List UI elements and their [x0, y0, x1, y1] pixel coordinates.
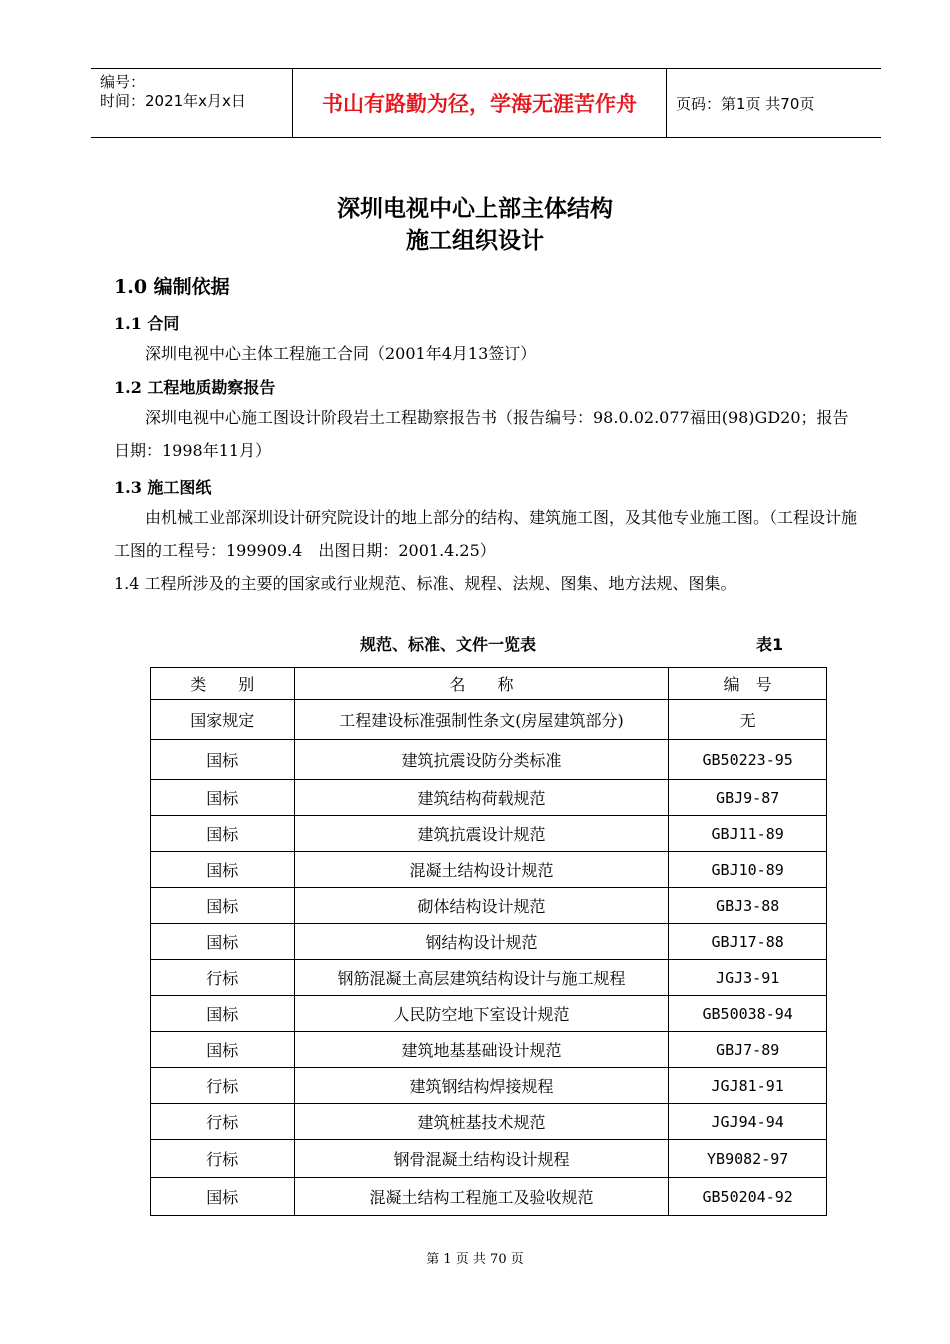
- section-1-2-text: 深圳电视中心施工图设计阶段岩土工程勘察报告书（报告编号：98.0.02.077福田(98)GD20；报告日期：1998年11月）: [114, 408, 849, 460]
- table-row: [151, 960, 827, 996]
- cell-code: 无: [669, 700, 827, 740]
- cell-code: GBJ3-88: [669, 888, 827, 924]
- table-row: [151, 852, 827, 888]
- cell-name: 建筑结构荷载规范: [294, 780, 669, 816]
- cell-name: 建筑钢结构焊接规程: [294, 1068, 669, 1104]
- cell-category: 国标: [151, 996, 295, 1032]
- cell-code: GB50223-95: [669, 740, 827, 780]
- table-row: [151, 740, 827, 780]
- table-row: [151, 1068, 827, 1104]
- table-caption: 规范、标准、文件一览表: [360, 635, 537, 654]
- cell-category: 行标: [151, 1104, 295, 1140]
- section-1-2: 1.2 工程地质勘察报告: [114, 378, 276, 397]
- cell-category: 行标: [151, 1068, 295, 1104]
- table-row: [151, 700, 827, 740]
- doc-title-line2: 施工组织设计: [406, 228, 544, 254]
- section-1-1: 1.1 合同: [114, 314, 180, 333]
- cell-name: 建筑桩基技术规范: [294, 1104, 669, 1140]
- section-1-1-text: 深圳电视中心主体工程施工合同（2001年4月13签订）: [145, 344, 537, 363]
- table-row: [151, 888, 827, 924]
- page-footer: 第 1 页 共 70 页: [426, 1252, 524, 1267]
- table-row: [151, 1032, 827, 1068]
- time-label: 时间：2021年x月x日: [100, 92, 246, 110]
- cell-category: 行标: [151, 1140, 295, 1178]
- cell-code: GBJ10-89: [669, 852, 827, 888]
- table-row: [151, 780, 827, 816]
- cell-category: 国标: [151, 1178, 295, 1216]
- cell-category: 国标: [151, 888, 295, 924]
- section-1-3: 1.3 施工图纸: [114, 478, 212, 497]
- table-row: [151, 924, 827, 960]
- cell-name: 混凝土结构工程施工及验收规范: [294, 1178, 669, 1216]
- cell-name: 钢筋混凝土高层建筑结构设计与施工规程: [294, 960, 669, 996]
- cell-code: GBJ17-88: [669, 924, 827, 960]
- cell-code: JGJ81-91: [669, 1068, 827, 1104]
- cell-name: 建筑抗震设防分类标准: [294, 740, 669, 780]
- cell-name: 建筑抗震设计规范: [294, 816, 669, 852]
- cell-name: 砌体结构设计规范: [294, 888, 669, 924]
- table-number: 表1: [756, 635, 784, 654]
- table-row: [151, 1178, 827, 1216]
- cell-category: 国标: [151, 924, 295, 960]
- cell-category: 国标: [151, 852, 295, 888]
- cell-category: 国家规定: [151, 700, 295, 740]
- standards-table: [150, 667, 827, 1216]
- cell-category: 国标: [151, 1032, 295, 1068]
- cell-code: JGJ3-91: [669, 960, 827, 996]
- cell-code: GBJ7-89: [669, 1032, 827, 1068]
- section-1-3-text: 由机械工业部深圳设计研究院设计的地上部分的结构、建筑施工图，及其他专业施工图。（工程设计施工图的工程号：199909.4 出图日期：2001.4.25）: [114, 508, 858, 560]
- table-row: [151, 816, 827, 852]
- header-page-label: 页码：第1页 共70页: [676, 95, 815, 113]
- header-meta: [100, 73, 246, 111]
- cell-code: JGJ94-94: [669, 1104, 827, 1140]
- doc-title-line1: 深圳电视中心上部主体结构: [337, 196, 613, 222]
- cell-code: GB50204-92: [669, 1178, 827, 1216]
- table-row: [151, 996, 827, 1032]
- cell-name: 混凝土结构设计规范: [294, 852, 669, 888]
- table-row: [151, 1104, 827, 1140]
- code-label: 编号：: [100, 73, 146, 91]
- header-code: 编 号: [669, 668, 827, 700]
- section-1-4: 1.4 工程所涉及的主要的国家或行业规范、标准、规程、法规、图集、地方法规、图集。: [114, 574, 737, 593]
- cell-name: 建筑地基基础设计规范: [294, 1032, 669, 1068]
- cell-name: 钢结构设计规范: [294, 924, 669, 960]
- cell-name: 人民防空地下室设计规范: [294, 996, 669, 1032]
- table-header-row: [151, 668, 827, 700]
- header-category: 类 别: [151, 668, 295, 700]
- cell-category: 行标: [151, 960, 295, 996]
- section-1-0: 1.0 编制依据: [114, 276, 230, 298]
- table-row: [151, 1140, 827, 1178]
- cell-code: GB50038-94: [669, 996, 827, 1032]
- header-name: 名 称: [294, 668, 669, 700]
- cell-category: 国标: [151, 780, 295, 816]
- header-motto: 书山有路勤为径，学海无涯苦作舟: [292, 69, 667, 137]
- cell-name: 工程建设标准强制性条文(房屋建筑部分): [294, 700, 669, 740]
- cell-code: GBJ9-87: [669, 780, 827, 816]
- cell-code: YB9082-97: [669, 1140, 827, 1178]
- cell-code: GBJ11-89: [669, 816, 827, 852]
- cell-category: 国标: [151, 816, 295, 852]
- cell-category: 国标: [151, 740, 295, 780]
- page-header: [91, 68, 881, 138]
- cell-name: 钢骨混凝土结构设计规程: [294, 1140, 669, 1178]
